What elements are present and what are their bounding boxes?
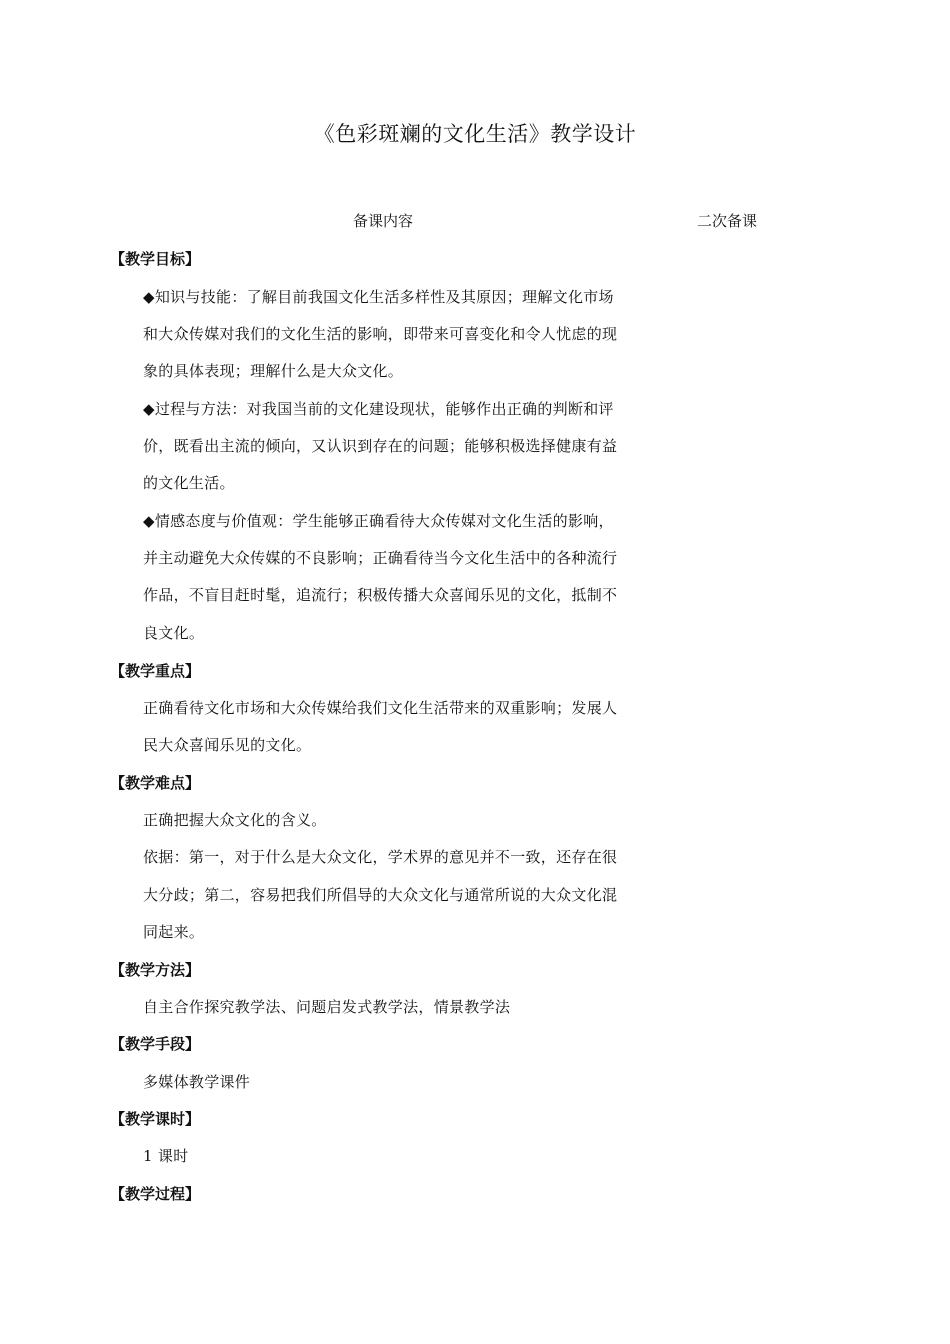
section-heading-methods: 【教学方法】 <box>110 961 201 979</box>
objectives-line: 象的具体表现；理解什么是大众文化。 <box>143 362 404 380</box>
hours-line: 1 课时 <box>143 1147 189 1165</box>
section-heading-key-points: 【教学重点】 <box>110 662 201 680</box>
objectives-line: 并主动避免大众传媒的不良影响；正确看待当今文化生活中的各种流行 <box>143 549 618 567</box>
objectives-line: 的文化生活。 <box>143 474 235 492</box>
column-header-main: 备课内容 <box>353 212 414 230</box>
objectives-line: 作品，不盲目赶时髦，追流行；积极传播大众喜闻乐见的文化，抵制不 <box>143 586 618 604</box>
section-heading-objectives: 【教学目标】 <box>110 250 201 268</box>
key-points-line: 民大众喜闻乐见的文化。 <box>143 736 312 754</box>
section-heading-means: 【教学手段】 <box>110 1035 201 1053</box>
difficulties-line: 同起来。 <box>143 923 205 941</box>
difficulties-line: 正确把握大众文化的含义。 <box>143 811 327 829</box>
difficulties-line: 大分歧；第二，容易把我们所倡导的大众文化与通常所说的大众文化混 <box>143 886 618 904</box>
objectives-line: 价，既看出主流的倾向，又认识到存在的问题；能够积极选择健康有益 <box>143 437 618 455</box>
section-heading-hours: 【教学课时】 <box>110 1110 201 1128</box>
methods-line: 自主合作探究教学法、问题启发式教学法，情景教学法 <box>143 998 511 1016</box>
difficulties-line: 依据：第一，对于什么是大众文化，学术界的意见并不一致，还存在很 <box>143 848 618 866</box>
means-line: 多媒体教学课件 <box>143 1073 251 1091</box>
objectives-line: ◆知识与技能：了解目前我国文化生活多样性及其原因；理解文化市场 <box>143 288 614 306</box>
key-points-line: 正确看待文化市场和大众传媒给我们文化生活带来的双重影响；发展人 <box>143 699 618 717</box>
section-heading-difficulties: 【教学难点】 <box>110 774 201 792</box>
objectives-line: 和大众传媒对我们的文化生活的影响，即带来可喜变化和令人忧虑的现 <box>143 325 618 343</box>
objectives-line: ◆情感态度与价值观：学生能够正确看待大众传媒对文化生活的影响， <box>143 512 614 530</box>
objectives-line: ◆过程与方法：对我国当前的文化建设现状，能够作出正确的判断和评 <box>143 400 614 418</box>
objectives-line: 良文化。 <box>143 624 205 642</box>
document-title: 《色彩斑斓的文化生活》教学设计 <box>313 122 637 146</box>
column-header-side: 二次备课 <box>697 212 758 230</box>
section-heading-process: 【教学过程】 <box>110 1185 201 1203</box>
